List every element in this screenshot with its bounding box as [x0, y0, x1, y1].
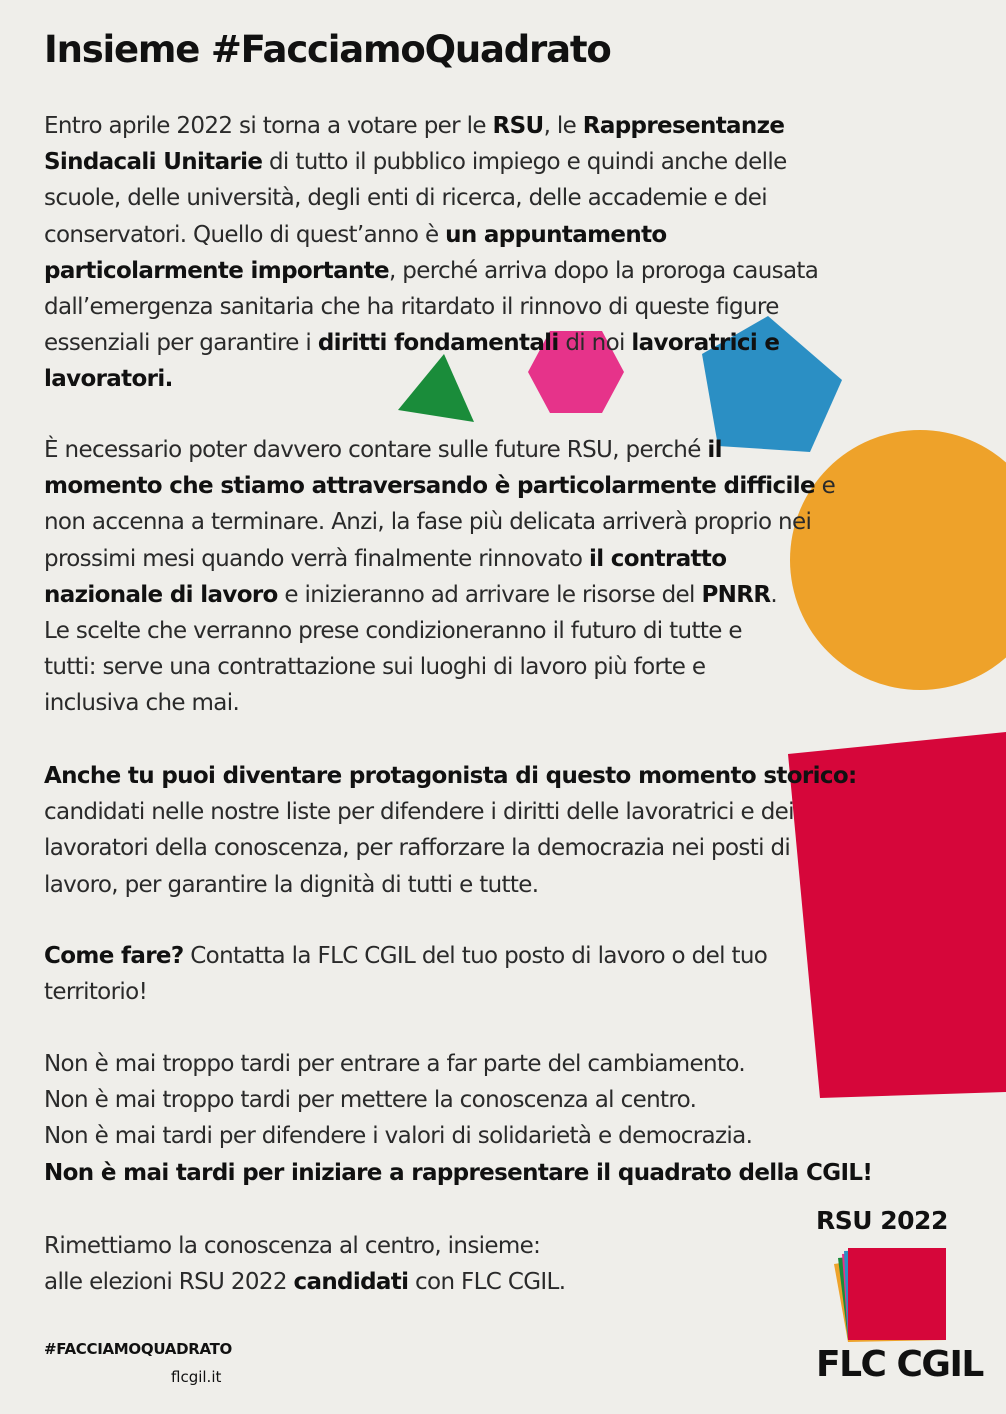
- paragraph-line: [44, 253, 818, 289]
- paragraph-line: [44, 541, 835, 577]
- logo-name: FLC CGIL: [816, 1344, 983, 1385]
- context-paragraph: [44, 432, 835, 722]
- paragraph-line: non accenna a terminare. Anzi, la fase più delicata arriverà proprio nei: [44, 509, 812, 536]
- text-span: .: [770, 581, 778, 608]
- text-span: , perché arriva dopo la proroga causata: [388, 257, 819, 284]
- how-to-paragraph: [44, 938, 767, 1010]
- paragraph-line: Le scelte che verranno prese condizioneranno il futuro di tutte e: [44, 618, 742, 645]
- flc-cgil-logo-square: [804, 1244, 950, 1344]
- paragraph-line: [44, 217, 818, 253]
- bold-text: Sindacali Unitarie: [44, 149, 263, 176]
- paragraph-line: [44, 108, 818, 144]
- text-span: e inizieranno ad arrivare le risorse del: [277, 581, 702, 608]
- bold-text: il: [707, 437, 722, 463]
- paragraph-line: [44, 325, 818, 361]
- text-span: conservatori. Quello di quest’anno è: [44, 221, 446, 248]
- bold-text: RSU: [492, 113, 544, 139]
- paragraph-line: territorio!: [44, 979, 148, 1006]
- paragraph-line: lavoratori della conoscenza, per rafforzare la democrazia nei posti di: [44, 835, 791, 862]
- text-span: essenziali per garantire i: [44, 330, 318, 357]
- bold-text: candidati: [293, 1269, 409, 1296]
- bold-text: il contratto: [588, 545, 727, 572]
- page-title: Insieme #FacciamoQuadrato: [44, 28, 611, 71]
- text-span: con FLC CGIL.: [408, 1269, 566, 1296]
- text-span: È necessario poter davvero contare sulle future RSU, perché: [44, 437, 708, 463]
- paragraph-line: [44, 361, 818, 397]
- paragraph-line: [44, 758, 857, 794]
- text-span: di tutto il pubblico impiego e quindi anche delle: [262, 149, 787, 176]
- bold-text: lavoratrici e: [631, 330, 780, 357]
- paragraph-line: [44, 1264, 565, 1300]
- text-span: di noi: [558, 330, 632, 357]
- bold-text: Non è mai tardi per iniziare a rappresentare il quadrato della CGIL!: [44, 1159, 873, 1186]
- text-span: e: [814, 473, 836, 500]
- paragraph-line: Non è mai troppo tardi per mettere la conoscenza al centro.: [44, 1087, 697, 1114]
- bold-text: Anche tu puoi diventare protagonista di questo momento storico:: [44, 763, 857, 789]
- paragraph-line: [44, 468, 835, 504]
- website-text: flcgil.it: [171, 1368, 222, 1386]
- bold-text: diritti fondamentali: [317, 330, 559, 357]
- bold-text: Come fare?: [44, 943, 184, 969]
- paragraph-line: inclusiva che mai.: [44, 690, 240, 717]
- closing-paragraph: [44, 1228, 565, 1300]
- bold-text: lavoratori.: [44, 366, 173, 393]
- intro-paragraph: [44, 108, 818, 398]
- paragraph-line: [44, 432, 835, 468]
- paragraph-line: [44, 938, 767, 974]
- bold-text: Rappresentanze: [582, 113, 785, 139]
- paragraph-line: Rimettiamo la conoscenza al centro, insieme:: [44, 1233, 541, 1259]
- hashtag-text: #FACCIAMOQUADRATO: [44, 1340, 232, 1358]
- text-span: alle elezioni RSU 2022: [44, 1269, 294, 1296]
- paragraph-line: [44, 144, 818, 180]
- text-span: Contatta la FLC CGIL del tuo posto di lavoro o del tuo: [183, 943, 768, 969]
- paragraph-line: [44, 1155, 872, 1191]
- paragraph-line: candidati nelle nostre liste per difendere i diritti delle lavoratrici e dei: [44, 799, 794, 826]
- text-span: prossimi mesi quando verrà finalmente rinnovato: [44, 545, 589, 572]
- text-span: Entro aprile 2022 si torna a votare per le: [44, 113, 493, 139]
- paragraph-line: dall’emergenza sanitaria che ha ritardato il rinnovo di queste figure: [44, 294, 779, 321]
- paragraph-line: [44, 577, 835, 613]
- text-span: , le: [543, 113, 583, 139]
- bold-text: nazionale di lavoro: [44, 581, 278, 608]
- paragraph-line: Non è mai troppo tardi per entrare a far parte del cambiamento.: [44, 1051, 745, 1077]
- bold-text: momento che stiamo attraversando è particolarmente difficile: [44, 473, 815, 500]
- paragraph-line: lavoro, per garantire la dignità di tutti e tutte.: [44, 871, 539, 898]
- paragraph-line: Non è mai tardi per difendere i valori di solidarietà e democrazia.: [44, 1123, 753, 1150]
- never-too-late-paragraph: [44, 1046, 872, 1191]
- paragraph-line: scuole, delle università, degli enti di ricerca, delle accademie e dei: [44, 185, 768, 212]
- candidacy-paragraph: [44, 758, 857, 903]
- bold-text: PNRR: [701, 581, 771, 608]
- bold-text: un appuntamento: [445, 221, 667, 248]
- rsu-label: RSU 2022: [816, 1206, 948, 1235]
- bold-text: particolarmente importante: [44, 257, 389, 284]
- paragraph-line: tutti: serve una contrattazione sui luoghi di lavoro più forte e: [44, 654, 706, 681]
